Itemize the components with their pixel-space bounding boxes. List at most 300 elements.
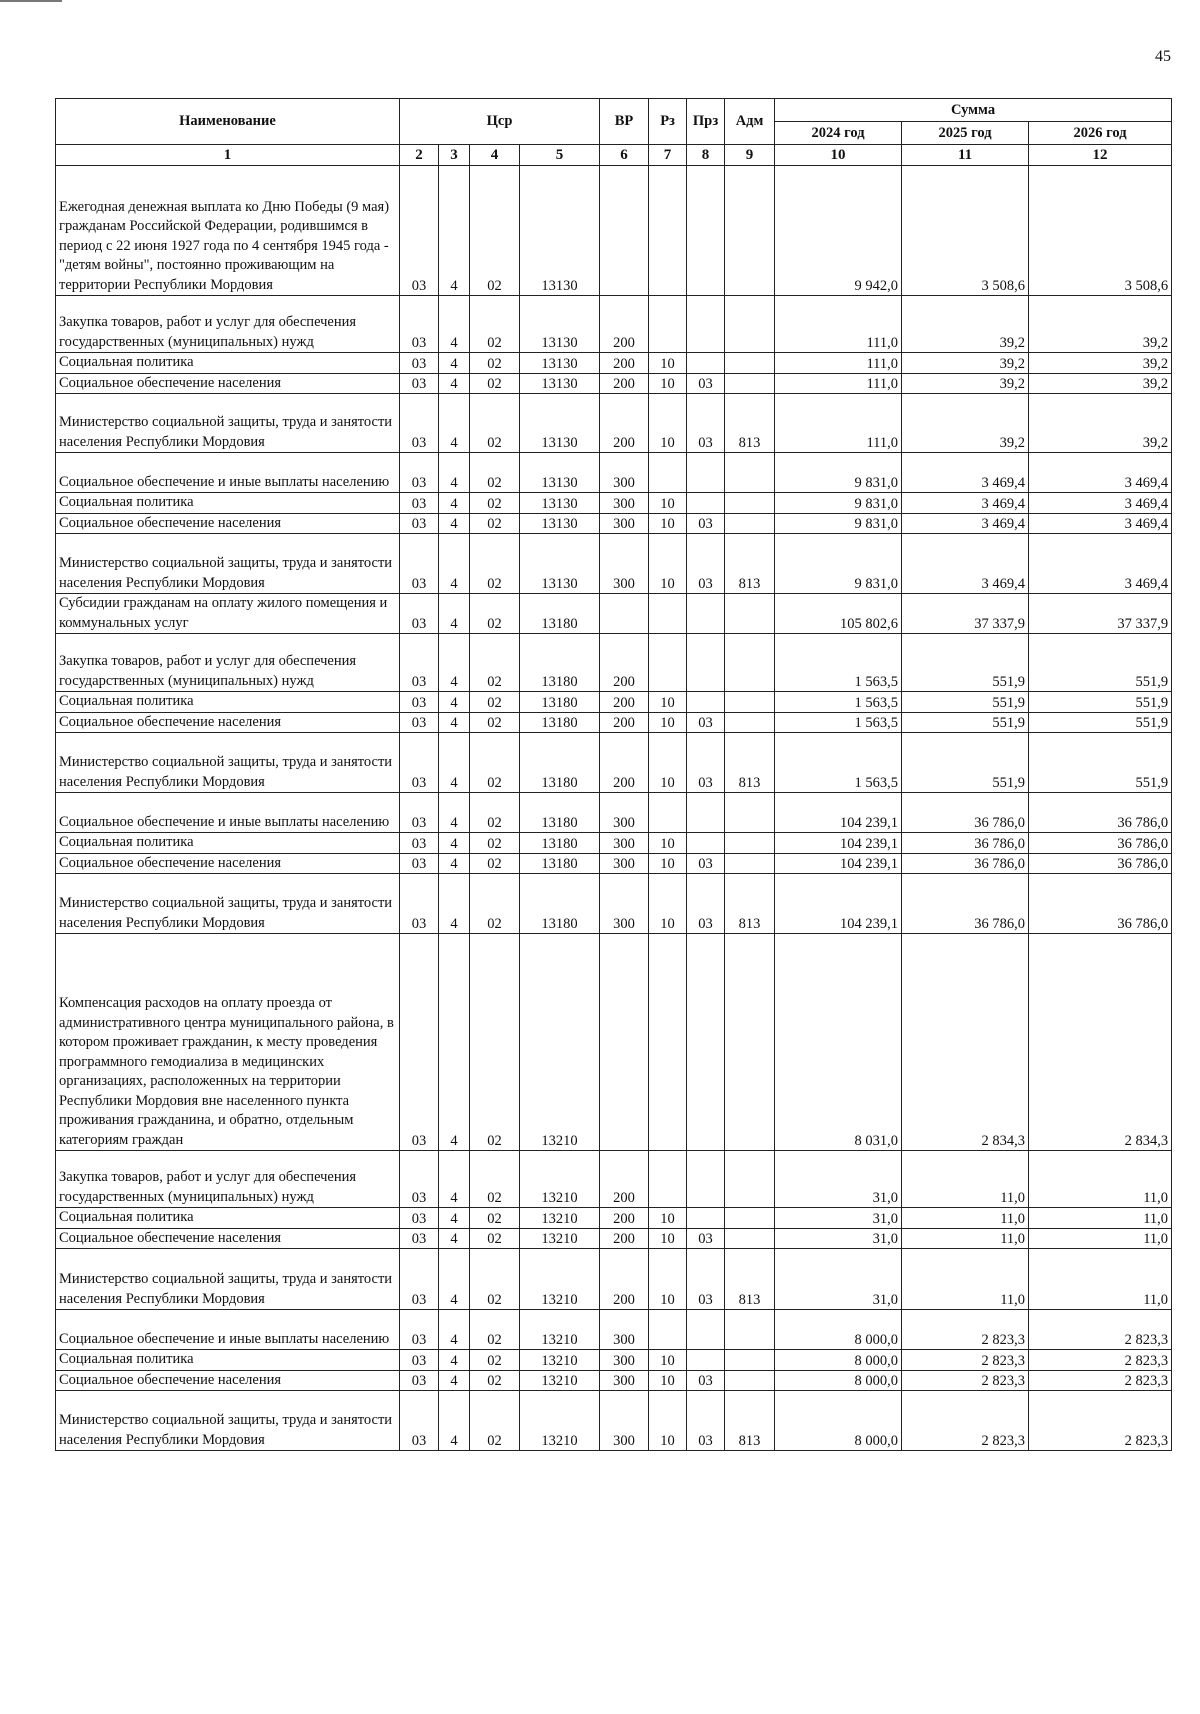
prz-cell <box>687 594 725 634</box>
code-cell: 4 <box>439 513 470 534</box>
rz-cell <box>649 594 687 634</box>
code-cell: 4 <box>439 793 470 833</box>
rz-cell: 10 <box>649 874 687 934</box>
table-row <box>56 453 1172 493</box>
amount-2024-cell: 1 563,5 <box>775 733 902 793</box>
code-cell: 4 <box>439 353 470 374</box>
code-cell: 4 <box>439 534 470 594</box>
adm-cell <box>725 1310 775 1350</box>
code-cell: 03 <box>400 1228 439 1249</box>
code-cell: 02 <box>470 1350 520 1371</box>
vr-cell: 300 <box>600 833 649 854</box>
amount-2024-cell: 31,0 <box>775 1249 902 1310</box>
amount-2025-cell: 36 786,0 <box>902 793 1029 833</box>
row-name-cell: Социальная политика <box>56 493 400 514</box>
amount-2025-cell: 551,9 <box>902 733 1029 793</box>
amount-2025-cell: 3 469,4 <box>902 493 1029 514</box>
table-row <box>56 1310 1172 1350</box>
code-cell: 13130 <box>520 394 600 453</box>
table-row <box>56 1350 1172 1371</box>
prz-cell <box>687 493 725 514</box>
table-row <box>56 1228 1172 1249</box>
amount-2025-cell: 11,0 <box>902 1151 1029 1208</box>
row-name-cell: Социальное обеспечение населения <box>56 712 400 733</box>
prz-cell: 03 <box>687 373 725 394</box>
code-cell: 03 <box>400 692 439 713</box>
amount-2024-cell: 8 000,0 <box>775 1350 902 1371</box>
amount-2024-cell: 104 239,1 <box>775 793 902 833</box>
rz-cell <box>649 166 687 296</box>
amount-2025-cell: 37 337,9 <box>902 594 1029 634</box>
amount-2024-cell: 9 942,0 <box>775 166 902 296</box>
table-row <box>56 733 1172 793</box>
code-cell: 02 <box>470 1391 520 1451</box>
code-cell: 13180 <box>520 833 600 854</box>
rz-cell: 10 <box>649 1391 687 1451</box>
vr-cell: 200 <box>600 373 649 394</box>
table-row <box>56 1151 1172 1208</box>
vr-cell: 200 <box>600 733 649 793</box>
rz-cell <box>649 296 687 353</box>
code-cell: 03 <box>400 634 439 692</box>
row-name-cell: Министерство социальной защиты, труда и занятости населения Республики Мордовия <box>56 733 400 793</box>
code-cell: 03 <box>400 1370 439 1391</box>
amount-2024-cell: 104 239,1 <box>775 853 902 874</box>
adm-cell: 813 <box>725 1391 775 1451</box>
prz-cell <box>687 1310 725 1350</box>
code-cell: 03 <box>400 373 439 394</box>
prz-cell <box>687 1208 725 1229</box>
amount-2026-cell: 3 469,4 <box>1029 513 1172 534</box>
amount-2024-cell: 31,0 <box>775 1228 902 1249</box>
table-row <box>56 166 1172 296</box>
row-name-cell: Социальное обеспечение населения <box>56 1228 400 1249</box>
vr-cell: 200 <box>600 353 649 374</box>
table-body <box>56 166 1172 1451</box>
row-name-cell: Социальная политика <box>56 353 400 374</box>
code-cell: 03 <box>400 793 439 833</box>
column-number: 7 <box>649 145 687 166</box>
code-cell: 13210 <box>520 1151 600 1208</box>
amount-2026-cell: 2 823,3 <box>1029 1310 1172 1350</box>
column-number: 12 <box>1029 145 1172 166</box>
header-adm: Адм <box>725 99 775 145</box>
table-row <box>56 594 1172 634</box>
table-row <box>56 934 1172 1151</box>
header-sum: Сумма <box>775 99 1172 122</box>
header-name: Наименование <box>56 99 400 145</box>
amount-2025-cell: 11,0 <box>902 1249 1029 1310</box>
code-cell: 02 <box>470 712 520 733</box>
code-cell: 13180 <box>520 692 600 713</box>
prz-cell: 03 <box>687 1391 725 1451</box>
amount-2025-cell: 2 823,3 <box>902 1310 1029 1350</box>
column-number: 11 <box>902 145 1029 166</box>
code-cell: 03 <box>400 833 439 854</box>
vr-cell <box>600 594 649 634</box>
adm-cell <box>725 594 775 634</box>
row-name-cell: Компенсация расходов на оплату проезда от административного центра муниципального района, в котором проживает гражданин, к месту проведения программного гемодиализа в медицинских организациях, расположенных на территории Республики Мордовия вне населенного пункта проживания гражданина, и обратно, отдельным категориям граждан <box>56 934 400 1151</box>
rz-cell: 10 <box>649 733 687 793</box>
rz-cell <box>649 793 687 833</box>
amount-2026-cell: 39,2 <box>1029 373 1172 394</box>
code-cell: 4 <box>439 833 470 854</box>
code-cell: 13210 <box>520 1350 600 1371</box>
amount-2025-cell: 2 834,3 <box>902 934 1029 1151</box>
vr-cell: 300 <box>600 1350 649 1371</box>
code-cell: 13210 <box>520 1228 600 1249</box>
amount-2026-cell: 36 786,0 <box>1029 874 1172 934</box>
code-cell: 02 <box>470 853 520 874</box>
prz-cell <box>687 1350 725 1371</box>
table-row <box>56 534 1172 594</box>
amount-2026-cell: 11,0 <box>1029 1249 1172 1310</box>
row-name-cell: Социальное обеспечение населения <box>56 373 400 394</box>
amount-2026-cell: 551,9 <box>1029 712 1172 733</box>
adm-cell <box>725 373 775 394</box>
vr-cell: 200 <box>600 296 649 353</box>
rz-cell: 10 <box>649 493 687 514</box>
row-name-cell: Социальное обеспечение населения <box>56 1370 400 1391</box>
vr-cell: 200 <box>600 394 649 453</box>
rz-cell <box>649 934 687 1151</box>
code-cell: 4 <box>439 166 470 296</box>
code-cell: 02 <box>470 833 520 854</box>
rz-cell: 10 <box>649 534 687 594</box>
column-number-row <box>56 145 1172 166</box>
adm-cell <box>725 634 775 692</box>
code-cell: 03 <box>400 1310 439 1350</box>
code-cell: 02 <box>470 1370 520 1391</box>
column-number: 5 <box>520 145 600 166</box>
table-row <box>56 712 1172 733</box>
row-name-cell: Министерство социальной защиты, труда и занятости населения Республики Мордовия <box>56 534 400 594</box>
vr-cell: 300 <box>600 1370 649 1391</box>
amount-2025-cell: 36 786,0 <box>902 853 1029 874</box>
column-number: 3 <box>439 145 470 166</box>
amount-2026-cell: 2 823,3 <box>1029 1370 1172 1391</box>
code-cell: 03 <box>400 513 439 534</box>
adm-cell: 813 <box>725 733 775 793</box>
column-number: 4 <box>470 145 520 166</box>
code-cell: 13210 <box>520 934 600 1151</box>
amount-2024-cell: 8 000,0 <box>775 1370 902 1391</box>
amount-2024-cell: 8 000,0 <box>775 1310 902 1350</box>
code-cell: 03 <box>400 296 439 353</box>
column-number: 9 <box>725 145 775 166</box>
amount-2025-cell: 39,2 <box>902 373 1029 394</box>
amount-2025-cell: 39,2 <box>902 353 1029 374</box>
table-row <box>56 373 1172 394</box>
table-row <box>56 513 1172 534</box>
code-cell: 4 <box>439 692 470 713</box>
code-cell: 13130 <box>520 453 600 493</box>
adm-cell <box>725 853 775 874</box>
table-row <box>56 1370 1172 1391</box>
code-cell: 4 <box>439 1249 470 1310</box>
code-cell: 13130 <box>520 493 600 514</box>
header-rz: Рз <box>649 99 687 145</box>
table-row <box>56 394 1172 453</box>
row-name-cell: Министерство социальной защиты, труда и занятости населения Республики Мордовия <box>56 394 400 453</box>
code-cell: 13180 <box>520 594 600 634</box>
adm-cell <box>725 1151 775 1208</box>
code-cell: 4 <box>439 373 470 394</box>
code-cell: 02 <box>470 594 520 634</box>
code-cell: 03 <box>400 934 439 1151</box>
adm-cell <box>725 833 775 854</box>
amount-2026-cell: 36 786,0 <box>1029 833 1172 854</box>
amount-2026-cell: 11,0 <box>1029 1208 1172 1229</box>
amount-2026-cell: 37 337,9 <box>1029 594 1172 634</box>
amount-2026-cell: 2 823,3 <box>1029 1350 1172 1371</box>
code-cell: 02 <box>470 394 520 453</box>
code-cell: 02 <box>470 513 520 534</box>
row-name-cell: Закупка товаров, работ и услуг для обеспечения государственных (муниципальных) нужд <box>56 634 400 692</box>
code-cell: 13130 <box>520 534 600 594</box>
amount-2024-cell: 31,0 <box>775 1208 902 1229</box>
code-cell: 03 <box>400 453 439 493</box>
code-cell: 4 <box>439 394 470 453</box>
prz-cell <box>687 453 725 493</box>
row-name-cell: Министерство социальной защиты, труда и занятости населения Республики Мордовия <box>56 874 400 934</box>
code-cell: 4 <box>439 493 470 514</box>
amount-2026-cell: 2 823,3 <box>1029 1391 1172 1451</box>
header-year-2024: 2024 год <box>775 122 902 145</box>
vr-cell: 300 <box>600 793 649 833</box>
prz-cell: 03 <box>687 1370 725 1391</box>
code-cell: 03 <box>400 1151 439 1208</box>
header-year-2026: 2026 год <box>1029 122 1172 145</box>
adm-cell <box>725 166 775 296</box>
row-name-cell: Министерство социальной защиты, труда и занятости населения Республики Мордовия <box>56 1391 400 1451</box>
vr-cell: 300 <box>600 513 649 534</box>
vr-cell: 300 <box>600 1391 649 1451</box>
vr-cell: 300 <box>600 1310 649 1350</box>
vr-cell: 200 <box>600 1249 649 1310</box>
amount-2024-cell: 31,0 <box>775 1151 902 1208</box>
prz-cell: 03 <box>687 534 725 594</box>
amount-2026-cell: 39,2 <box>1029 353 1172 374</box>
vr-cell <box>600 934 649 1151</box>
table-row <box>56 296 1172 353</box>
prz-cell: 03 <box>687 712 725 733</box>
row-name-cell: Социальное обеспечение населения <box>56 513 400 534</box>
prz-cell: 03 <box>687 1228 725 1249</box>
amount-2025-cell: 11,0 <box>902 1208 1029 1229</box>
amount-2024-cell: 8 031,0 <box>775 934 902 1151</box>
amount-2026-cell: 551,9 <box>1029 634 1172 692</box>
row-name-cell: Социальная политика <box>56 692 400 713</box>
prz-cell: 03 <box>687 853 725 874</box>
code-cell: 03 <box>400 534 439 594</box>
code-cell: 03 <box>400 493 439 514</box>
rz-cell: 10 <box>649 373 687 394</box>
vr-cell: 200 <box>600 712 649 733</box>
code-cell: 03 <box>400 353 439 374</box>
amount-2024-cell: 8 000,0 <box>775 1391 902 1451</box>
code-cell: 13180 <box>520 874 600 934</box>
table-row <box>56 874 1172 934</box>
column-number: 2 <box>400 145 439 166</box>
amount-2025-cell: 3 469,4 <box>902 534 1029 594</box>
code-cell: 13210 <box>520 1370 600 1391</box>
code-cell: 02 <box>470 793 520 833</box>
vr-cell: 300 <box>600 874 649 934</box>
vr-cell: 300 <box>600 453 649 493</box>
table-row <box>56 493 1172 514</box>
vr-cell: 200 <box>600 1228 649 1249</box>
adm-cell <box>725 1350 775 1371</box>
code-cell: 13130 <box>520 373 600 394</box>
table-row <box>56 793 1172 833</box>
budget-table <box>55 98 1172 1451</box>
amount-2025-cell: 3 469,4 <box>902 513 1029 534</box>
code-cell: 02 <box>470 692 520 713</box>
row-name-cell: Социальное обеспечение и иные выплаты населению <box>56 453 400 493</box>
code-cell: 03 <box>400 853 439 874</box>
code-cell: 13180 <box>520 793 600 833</box>
amount-2025-cell: 39,2 <box>902 394 1029 453</box>
row-name-cell: Министерство социальной защиты, труда и занятости населения Республики Мордовия <box>56 1249 400 1310</box>
code-cell: 13180 <box>520 634 600 692</box>
adm-cell: 813 <box>725 874 775 934</box>
amount-2025-cell: 11,0 <box>902 1228 1029 1249</box>
amount-2024-cell: 111,0 <box>775 296 902 353</box>
code-cell: 02 <box>470 1208 520 1229</box>
code-cell: 13180 <box>520 853 600 874</box>
adm-cell <box>725 513 775 534</box>
code-cell: 02 <box>470 934 520 1151</box>
rz-cell: 10 <box>649 394 687 453</box>
code-cell: 02 <box>470 353 520 374</box>
amount-2024-cell: 111,0 <box>775 353 902 374</box>
code-cell: 4 <box>439 1151 470 1208</box>
code-cell: 03 <box>400 1249 439 1310</box>
header-prz: Прз <box>687 99 725 145</box>
amount-2026-cell: 36 786,0 <box>1029 793 1172 833</box>
amount-2025-cell: 3 508,6 <box>902 166 1029 296</box>
amount-2026-cell: 3 469,4 <box>1029 453 1172 493</box>
prz-cell <box>687 833 725 854</box>
vr-cell <box>600 166 649 296</box>
code-cell: 03 <box>400 733 439 793</box>
code-cell: 13130 <box>520 166 600 296</box>
row-name-cell: Закупка товаров, работ и услуг для обеспечения государственных (муниципальных) нужд <box>56 1151 400 1208</box>
row-name-cell: Ежегодная денежная выплата ко Дню Победы (9 мая) гражданам Российской Федерации, родившимся в период с 22 июня 1927 года по 4 сентября 1945 года - "детям войны", постоянно проживающим на территории Республики Мордовия <box>56 166 400 296</box>
adm-cell: 813 <box>725 534 775 594</box>
code-cell: 02 <box>470 534 520 594</box>
amount-2026-cell: 2 834,3 <box>1029 934 1172 1151</box>
rz-cell: 10 <box>649 353 687 374</box>
code-cell: 02 <box>470 166 520 296</box>
code-cell: 4 <box>439 1370 470 1391</box>
rz-cell <box>649 1310 687 1350</box>
vr-cell: 300 <box>600 853 649 874</box>
row-name-cell: Социальная политика <box>56 1350 400 1371</box>
rz-cell: 10 <box>649 1370 687 1391</box>
amount-2026-cell: 11,0 <box>1029 1228 1172 1249</box>
rz-cell: 10 <box>649 833 687 854</box>
table-row <box>56 1391 1172 1451</box>
amount-2024-cell: 111,0 <box>775 394 902 453</box>
amount-2024-cell: 104 239,1 <box>775 874 902 934</box>
code-cell: 03 <box>400 874 439 934</box>
column-number: 1 <box>56 145 400 166</box>
adm-cell <box>725 793 775 833</box>
code-cell: 4 <box>439 1310 470 1350</box>
vr-cell: 200 <box>600 1208 649 1229</box>
table-row <box>56 1208 1172 1229</box>
code-cell: 4 <box>439 296 470 353</box>
rz-cell <box>649 634 687 692</box>
amount-2026-cell: 551,9 <box>1029 733 1172 793</box>
adm-cell <box>725 934 775 1151</box>
code-cell: 03 <box>400 1208 439 1229</box>
column-number: 10 <box>775 145 902 166</box>
header-csr: Цср <box>400 99 600 145</box>
adm-cell <box>725 692 775 713</box>
adm-cell: 813 <box>725 394 775 453</box>
code-cell: 13130 <box>520 353 600 374</box>
prz-cell: 03 <box>687 513 725 534</box>
code-cell: 4 <box>439 934 470 1151</box>
prz-cell <box>687 793 725 833</box>
amount-2026-cell: 3 469,4 <box>1029 534 1172 594</box>
code-cell: 4 <box>439 874 470 934</box>
rz-cell <box>649 453 687 493</box>
rz-cell: 10 <box>649 1249 687 1310</box>
code-cell: 13210 <box>520 1208 600 1229</box>
code-cell: 4 <box>439 1350 470 1371</box>
amount-2024-cell: 9 831,0 <box>775 513 902 534</box>
rz-cell: 10 <box>649 712 687 733</box>
code-cell: 03 <box>400 1350 439 1371</box>
amount-2024-cell: 1 563,5 <box>775 692 902 713</box>
page-number: 45 <box>1155 48 1171 65</box>
row-name-cell: Социальная политика <box>56 1208 400 1229</box>
rz-cell: 10 <box>649 1208 687 1229</box>
prz-cell <box>687 353 725 374</box>
prz-cell: 03 <box>687 874 725 934</box>
amount-2026-cell: 39,2 <box>1029 394 1172 453</box>
adm-cell <box>725 1370 775 1391</box>
vr-cell: 300 <box>600 534 649 594</box>
code-cell: 03 <box>400 712 439 733</box>
table-row <box>56 353 1172 374</box>
adm-cell <box>725 493 775 514</box>
table-row <box>56 853 1172 874</box>
amount-2026-cell: 551,9 <box>1029 692 1172 713</box>
code-cell: 03 <box>400 166 439 296</box>
row-name-cell: Социальное обеспечение и иные выплаты населению <box>56 1310 400 1350</box>
code-cell: 4 <box>439 634 470 692</box>
amount-2026-cell: 39,2 <box>1029 296 1172 353</box>
table-row <box>56 692 1172 713</box>
code-cell: 02 <box>470 1310 520 1350</box>
adm-cell <box>725 453 775 493</box>
code-cell: 13180 <box>520 712 600 733</box>
amount-2025-cell: 36 786,0 <box>902 833 1029 854</box>
amount-2024-cell: 104 239,1 <box>775 833 902 854</box>
prz-cell <box>687 934 725 1151</box>
amount-2024-cell: 1 563,5 <box>775 634 902 692</box>
code-cell: 02 <box>470 1151 520 1208</box>
row-name-cell: Социальное обеспечение населения <box>56 853 400 874</box>
amount-2024-cell: 9 831,0 <box>775 534 902 594</box>
rz-cell: 10 <box>649 513 687 534</box>
code-cell: 02 <box>470 874 520 934</box>
